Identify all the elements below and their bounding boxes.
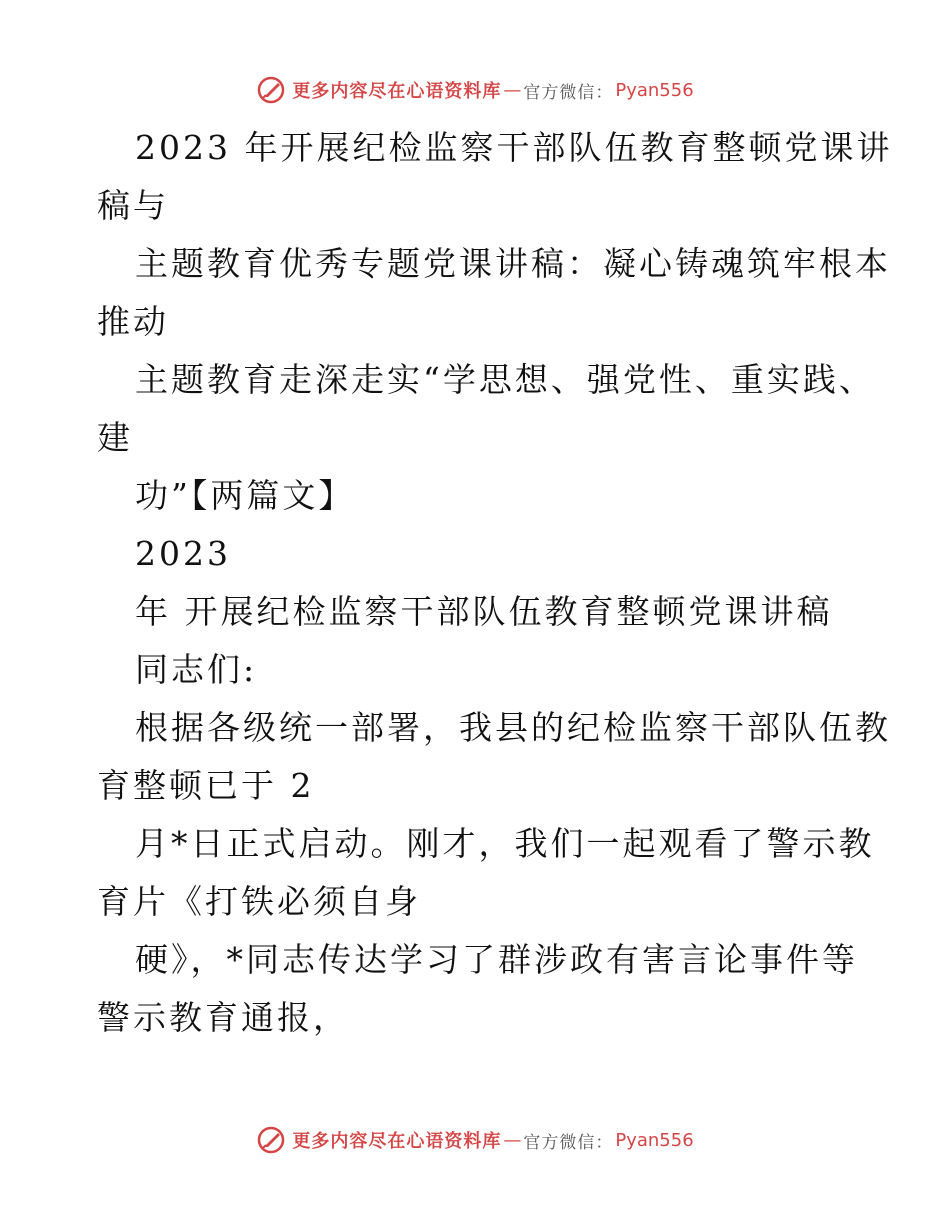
doc-line: 2023 年开展纪检监察干部队伍教育整顿党课讲 xyxy=(135,128,893,167)
doc-line: 育片《打铁必须自身 xyxy=(97,882,421,921)
doc-line: 根据各级统一部署，我县的纪检监察干部队伍教 xyxy=(135,708,891,747)
doc-line: 主题教育走深走实“学思想、强党性、重实践、 xyxy=(135,360,875,399)
doc-line: 建 xyxy=(97,418,133,457)
watermark-sub-text: 官方微信： xyxy=(523,82,614,103)
doc-line: 硬》，*同志传达学习了群涉政有害言论事件等 xyxy=(135,940,858,979)
watermark-sub-text: 官方微信： xyxy=(523,1132,614,1153)
quill-logo-icon xyxy=(256,75,286,105)
doc-line: 主题教育优秀专题党课讲稿：凝心铸魂筑牢根本 xyxy=(135,244,891,283)
watermark-main-text: 更多内容尽在心语资料库 xyxy=(292,81,502,102)
doc-line: 同志们: xyxy=(135,650,258,689)
doc-line: 稿与 xyxy=(97,186,169,225)
doc-line: 警示教育通报， xyxy=(97,998,349,1037)
watermark-separator: — xyxy=(503,1129,522,1151)
watermark-wechat-id: Pyan556 xyxy=(615,1129,694,1151)
doc-line: 年 开展纪检监察干部队伍教育整顿党课讲稿 xyxy=(135,592,833,631)
header-watermark xyxy=(0,70,950,110)
quill-logo-icon xyxy=(256,1125,286,1155)
doc-line: 功”【两篇文】 xyxy=(135,476,355,515)
watermark-separator: — xyxy=(503,79,522,101)
watermark-wechat-id: Pyan556 xyxy=(615,79,694,101)
doc-line: 月*日正式启动。刚才，我们一起观看了警示教 xyxy=(135,824,875,863)
footer-watermark xyxy=(0,1120,950,1160)
doc-line: 推动 xyxy=(97,302,169,341)
doc-line: 育整顿已于 2 xyxy=(97,766,315,805)
doc-line: 2023 xyxy=(135,534,231,573)
watermark-main-text: 更多内容尽在心语资料库 xyxy=(292,1131,502,1152)
